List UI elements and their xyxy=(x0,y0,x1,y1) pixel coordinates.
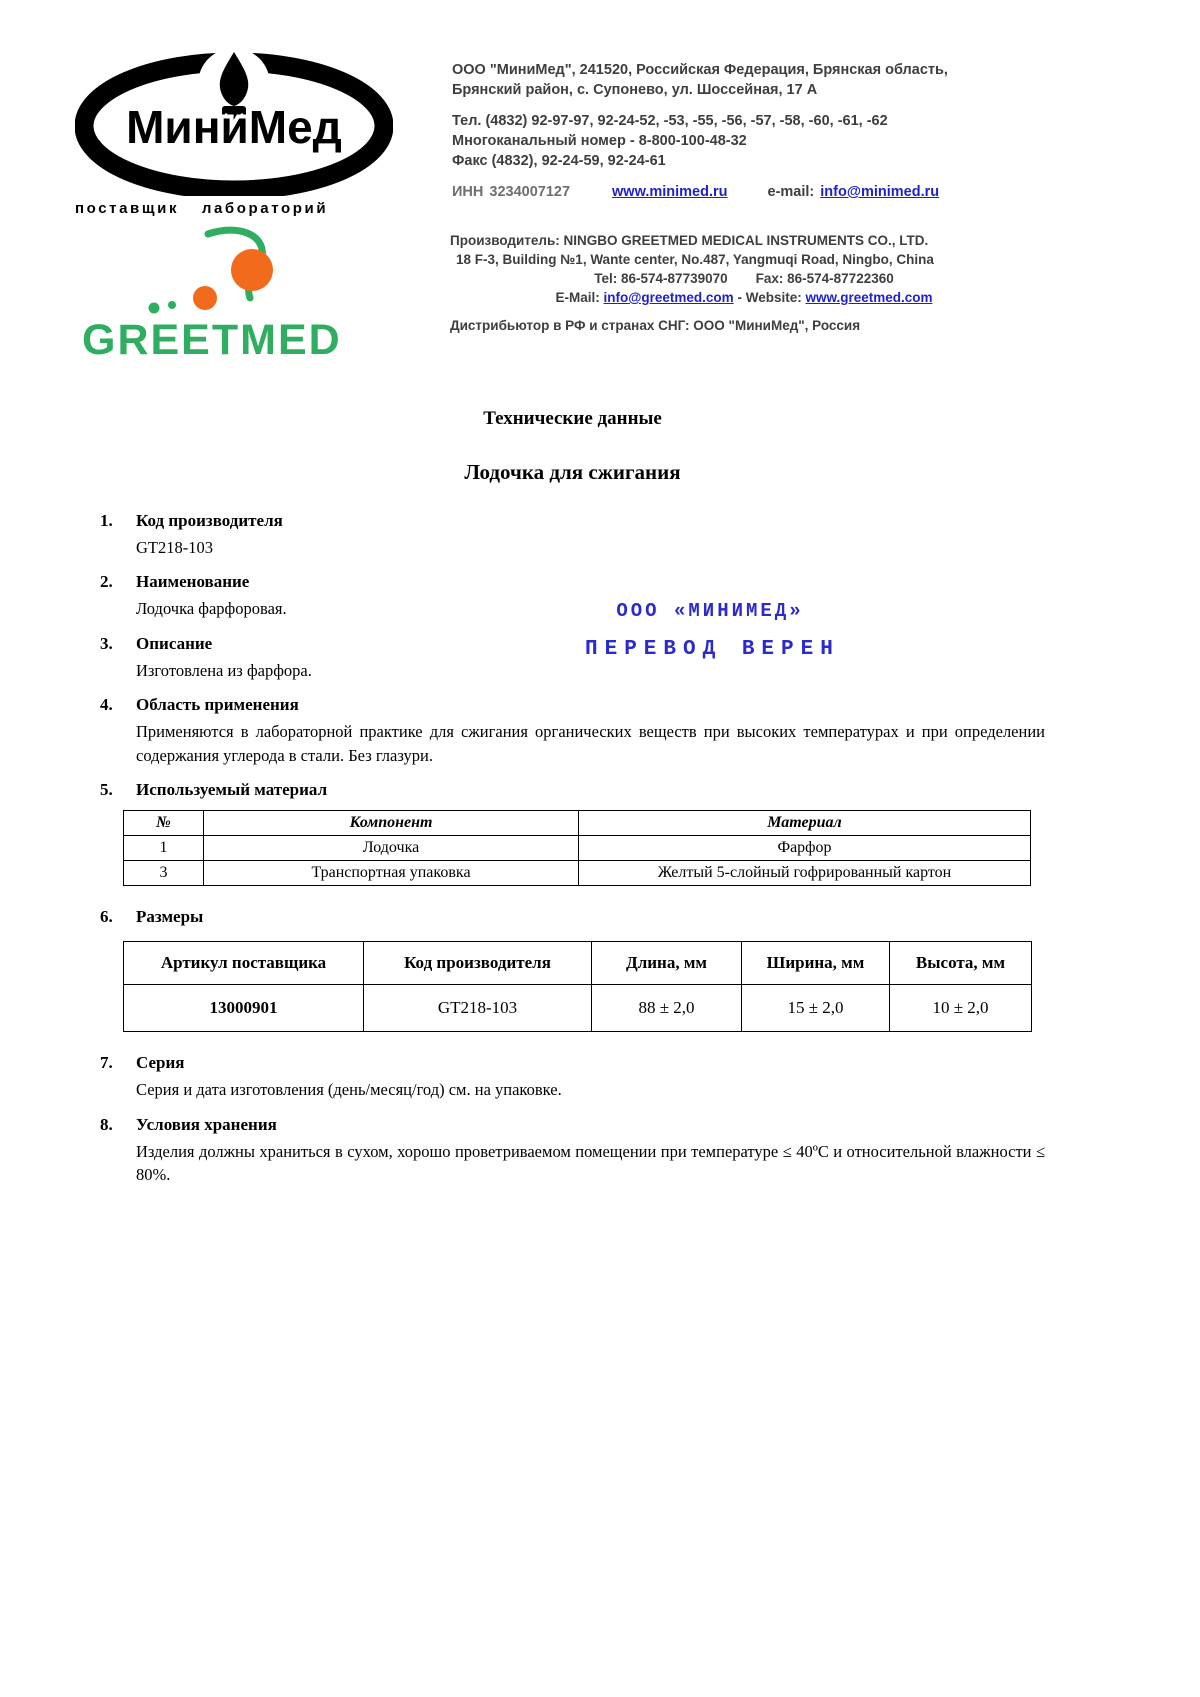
inn-value: 3234007127 xyxy=(489,184,571,200)
minimed-tagline: поставщик лабораторий xyxy=(75,200,329,217)
table-row xyxy=(124,985,1032,1032)
cell-height: 10 ± 2,0 xyxy=(890,985,1032,1032)
email-label: e-mail: xyxy=(767,184,815,200)
address-line-1: ООО "МиниМед", 241520, Российская Федерация, Брянская область, xyxy=(452,62,948,78)
fax-line: Факс (4832), 92-24-59, 92-24-61 xyxy=(452,153,666,169)
inn-label: ИНН xyxy=(452,184,484,200)
greetmed-website-link[interactable]: www.greetmed.com xyxy=(805,290,933,305)
translation-stamp xyxy=(585,600,840,661)
minimed-email-link[interactable]: info@minimed.ru xyxy=(820,184,940,200)
section-heading: Используемый материал xyxy=(136,780,328,800)
doc-subtitle: Лодочка для сжигания xyxy=(464,460,681,484)
minimed-website-link[interactable]: www.minimed.ru xyxy=(612,184,728,200)
section-number: 8. xyxy=(100,1114,113,1134)
column-header: № xyxy=(124,811,204,836)
section-series xyxy=(100,1053,1045,1101)
producer-email-label: E-Mail: xyxy=(555,290,600,305)
section-heading: Наименование xyxy=(136,572,250,592)
producer-fax: Fax: 86-574-87722360 xyxy=(755,271,894,286)
section-manufacturer-code xyxy=(100,511,1045,559)
cell-number: 3 xyxy=(124,861,204,886)
cell-component: Транспортная упаковка xyxy=(204,861,579,886)
column-header: Ширина, мм xyxy=(742,942,890,985)
section-text: Серия и дата изготовления (день/месяц/год) см. на упаковке. xyxy=(136,1080,562,1100)
address-line-2: Брянский район, с. Супонево, ул. Шоссейная, 17 А xyxy=(452,82,818,98)
section-heading: Код производителя xyxy=(136,511,283,530)
greetmed-logo xyxy=(80,226,355,368)
section-name xyxy=(100,572,1045,620)
doc-title: Технические данные xyxy=(483,408,662,429)
producer-website-label: - Website: xyxy=(737,290,802,305)
materials-table xyxy=(123,810,1031,886)
section-heading: Серия xyxy=(136,1053,185,1073)
producer-phones xyxy=(450,269,1038,288)
section-text: Применяются в лабораторной практике для сжигания органических веществ при высоких температурах и при определении содержания углерода в стали. Без глазури. xyxy=(136,722,1045,765)
cell-manufacturer-code: GT218-103 xyxy=(364,985,592,1032)
table-header-row xyxy=(124,942,1032,985)
cell-number: 1 xyxy=(124,836,204,861)
section-text: Лодочка фарфоровая. xyxy=(136,599,287,619)
table-header-row xyxy=(124,811,1031,836)
section-heading: Описание xyxy=(136,633,213,653)
section-number: 1. xyxy=(100,511,113,530)
document-body xyxy=(0,392,1200,1186)
dimensions-table xyxy=(123,941,1032,1032)
cell-material: Желтый 5-слойный гофрированный картон xyxy=(579,861,1031,886)
section-number: 5. xyxy=(100,780,113,800)
section-application xyxy=(100,695,1045,767)
company-phones xyxy=(452,111,1037,171)
table-row xyxy=(124,836,1031,861)
cell-width: 15 ± 2,0 xyxy=(742,985,890,1032)
section-description xyxy=(100,634,1045,682)
minimed-logo-text: МиниМед xyxy=(126,101,342,153)
company-ids xyxy=(452,182,1037,202)
stamp-company: ООО «МИНИМЕД» xyxy=(616,600,804,622)
section-number: 3. xyxy=(100,633,113,653)
section-heading: Размеры xyxy=(136,907,204,927)
section-number: 6. xyxy=(100,907,113,927)
phone-line: Тел. (4832) 92-97-97, 92-24-52, -53, -55, -56, -57, -58, -60, -61, -62 xyxy=(452,113,888,129)
section-number: 7. xyxy=(100,1053,113,1073)
section-number: 4. xyxy=(100,695,113,715)
greetmed-dots-icon xyxy=(149,230,274,313)
minimed-logo xyxy=(75,50,395,217)
cell-component: Лодочка xyxy=(204,836,579,861)
section-text: Изделия должны храниться в сухом, хорошо проветриваемом помещении при температуре ≤ 40ºС и относительной влажности ≤ 80%. xyxy=(136,1141,1045,1184)
column-header: Артикул поставщика xyxy=(124,942,364,985)
minimed-logo-oval xyxy=(75,50,393,196)
column-header: Длина, мм xyxy=(592,942,742,985)
column-header: Код производителя xyxy=(364,942,592,985)
section-dimensions xyxy=(100,907,1045,1040)
section-heading: Условия хранения xyxy=(136,1114,277,1134)
multichannel-line: Многоканальный номер - 8-800-100-48-32 xyxy=(452,133,747,149)
producer-web-line xyxy=(450,288,1038,307)
company-address xyxy=(452,60,1037,100)
page-header xyxy=(0,0,1200,392)
registered-trademark-icon: ® xyxy=(371,130,384,149)
cell-length: 88 ± 2,0 xyxy=(592,985,742,1032)
producer-info xyxy=(450,231,1038,335)
table-row xyxy=(124,861,1031,886)
section-heading: Область применения xyxy=(136,695,299,715)
section-text: Изготовлена из фарфора. xyxy=(136,660,312,680)
column-header: Компонент xyxy=(204,811,579,836)
stamp-verified: ПЕРЕВОД ВЕРЕН xyxy=(585,638,840,661)
cell-supplier-article: 13000901 xyxy=(124,985,364,1032)
producer-tel: Tel: 86-574-87739070 xyxy=(594,271,728,286)
producer-address: 18 F-3, Building №1, Wante center, No.487, Yangmuqi Road, Ningbo, China xyxy=(456,252,934,267)
section-storage xyxy=(100,1115,1045,1187)
cell-material: Фарфор xyxy=(579,836,1031,861)
producer-line-1: Производитель: NINGBO GREETMED MEDICAL INSTRUMENTS CO., LTD. xyxy=(450,233,929,248)
greetmed-logo-text: GREETMED xyxy=(82,316,342,364)
distributor-line: Дистрибьютор в РФ и странах СНГ: ООО "МиниМед", Россия xyxy=(450,318,861,333)
company-info xyxy=(452,60,1037,202)
section-number: 2. xyxy=(100,572,113,592)
column-header: Высота, мм xyxy=(890,942,1032,985)
section-materials xyxy=(100,780,1045,894)
section-text: GT218-103 xyxy=(136,538,213,557)
greetmed-email-link[interactable]: info@greetmed.com xyxy=(603,290,734,305)
column-header: Материал xyxy=(579,811,1031,836)
